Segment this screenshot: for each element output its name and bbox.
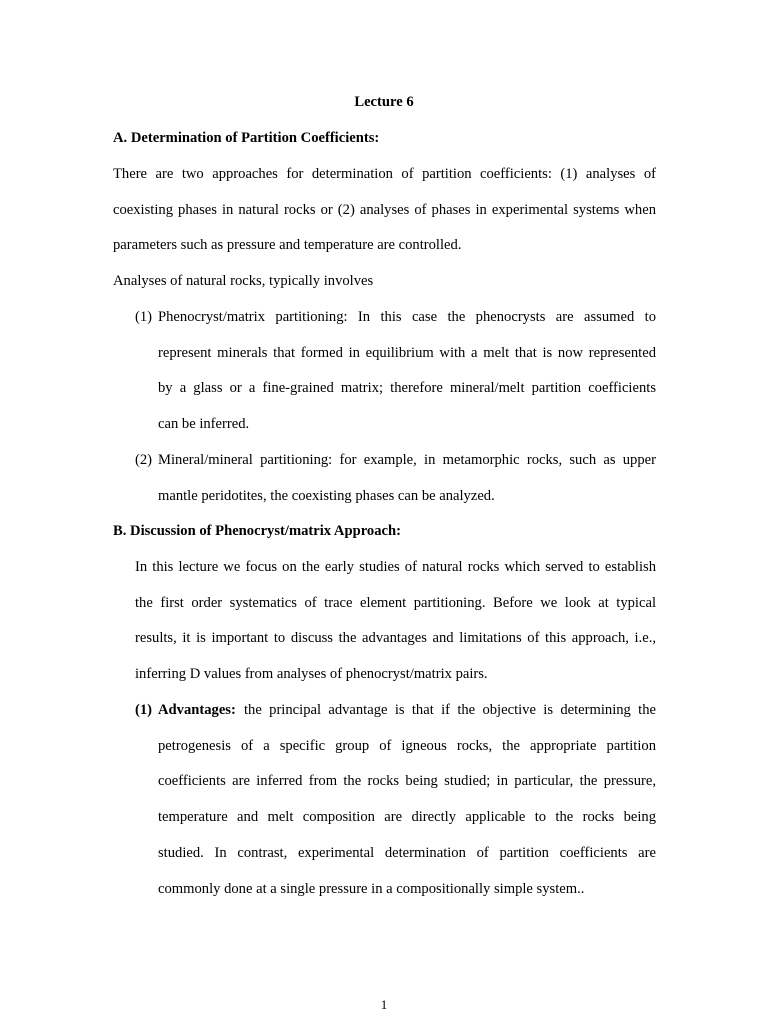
section-a-item1-line2: represent minerals that formed in equilibrium with a melt that is now represented <box>158 345 656 361</box>
section-a-item1-line3: by a glass or a fine-grained matrix; therefore mineral/melt partition coefficients <box>158 380 656 396</box>
section-a-item1-line1: Phenocryst/matrix partitioning: In this case the phenocrysts are assumed to <box>158 309 656 325</box>
advantages-line5: studied. In contrast, experimental determination of partition coefficients are <box>158 845 656 861</box>
section-b-para1-line3: results, it is important to discuss the advantages and limitations of this approach, i.e., <box>135 630 656 646</box>
section-a-item2-line2: mantle peridotites, the coexisting phases can be analyzed. <box>158 488 495 504</box>
list-item-number: (1) <box>135 702 153 718</box>
section-a-para1-line3: parameters such as pressure and temperature are controlled. <box>113 237 462 253</box>
section-a-para1-line2: coexisting phases in natural rocks or (2) analyses of phases in experimental systems when <box>113 202 656 218</box>
section-b-heading: B. Discussion of Phenocryst/matrix Approach: <box>113 523 401 539</box>
advantages-line3: coefficients are inferred from the rocks being studied; in particular, the pressure, <box>158 773 656 789</box>
advantages-line2: petrogenesis of a specific group of igneous rocks, the appropriate partition <box>158 738 656 754</box>
page-title: Lecture 6 <box>354 94 414 110</box>
section-a-para2: Analyses of natural rocks, typically involves <box>113 273 374 289</box>
list-item-number: (1) <box>135 309 153 325</box>
advantages-line1: the principal advantage is that if the objective is determining the <box>244 702 656 718</box>
section-a-heading: A. Determination of Partition Coefficients: <box>113 130 380 146</box>
section-a-item2-line1: Mineral/mineral partitioning: for example, in metamorphic rocks, such as upper <box>158 452 656 468</box>
advantages-label: Advantages: <box>158 702 236 718</box>
list-item-number: (2) <box>135 452 153 468</box>
section-a-para1-line1: There are two approaches for determination of partition coefficients: (1) analyses of <box>113 166 656 182</box>
section-b-para1-line1: In this lecture we focus on the early studies of natural rocks which served to establish <box>135 559 656 575</box>
advantages-line4: temperature and melt composition are directly applicable to the rocks being <box>158 809 656 825</box>
page-number: 1 <box>380 997 388 1012</box>
advantages-line6: commonly done at a single pressure in a compositionally simple system.. <box>158 881 585 897</box>
section-b-para1-line2: the first order systematics of trace element partitioning. Before we look at typical <box>135 595 656 611</box>
section-a-item1-line4: can be inferred. <box>158 416 250 432</box>
section-b-para1-line4: inferring D values from analyses of phenocryst/matrix pairs. <box>135 666 488 682</box>
